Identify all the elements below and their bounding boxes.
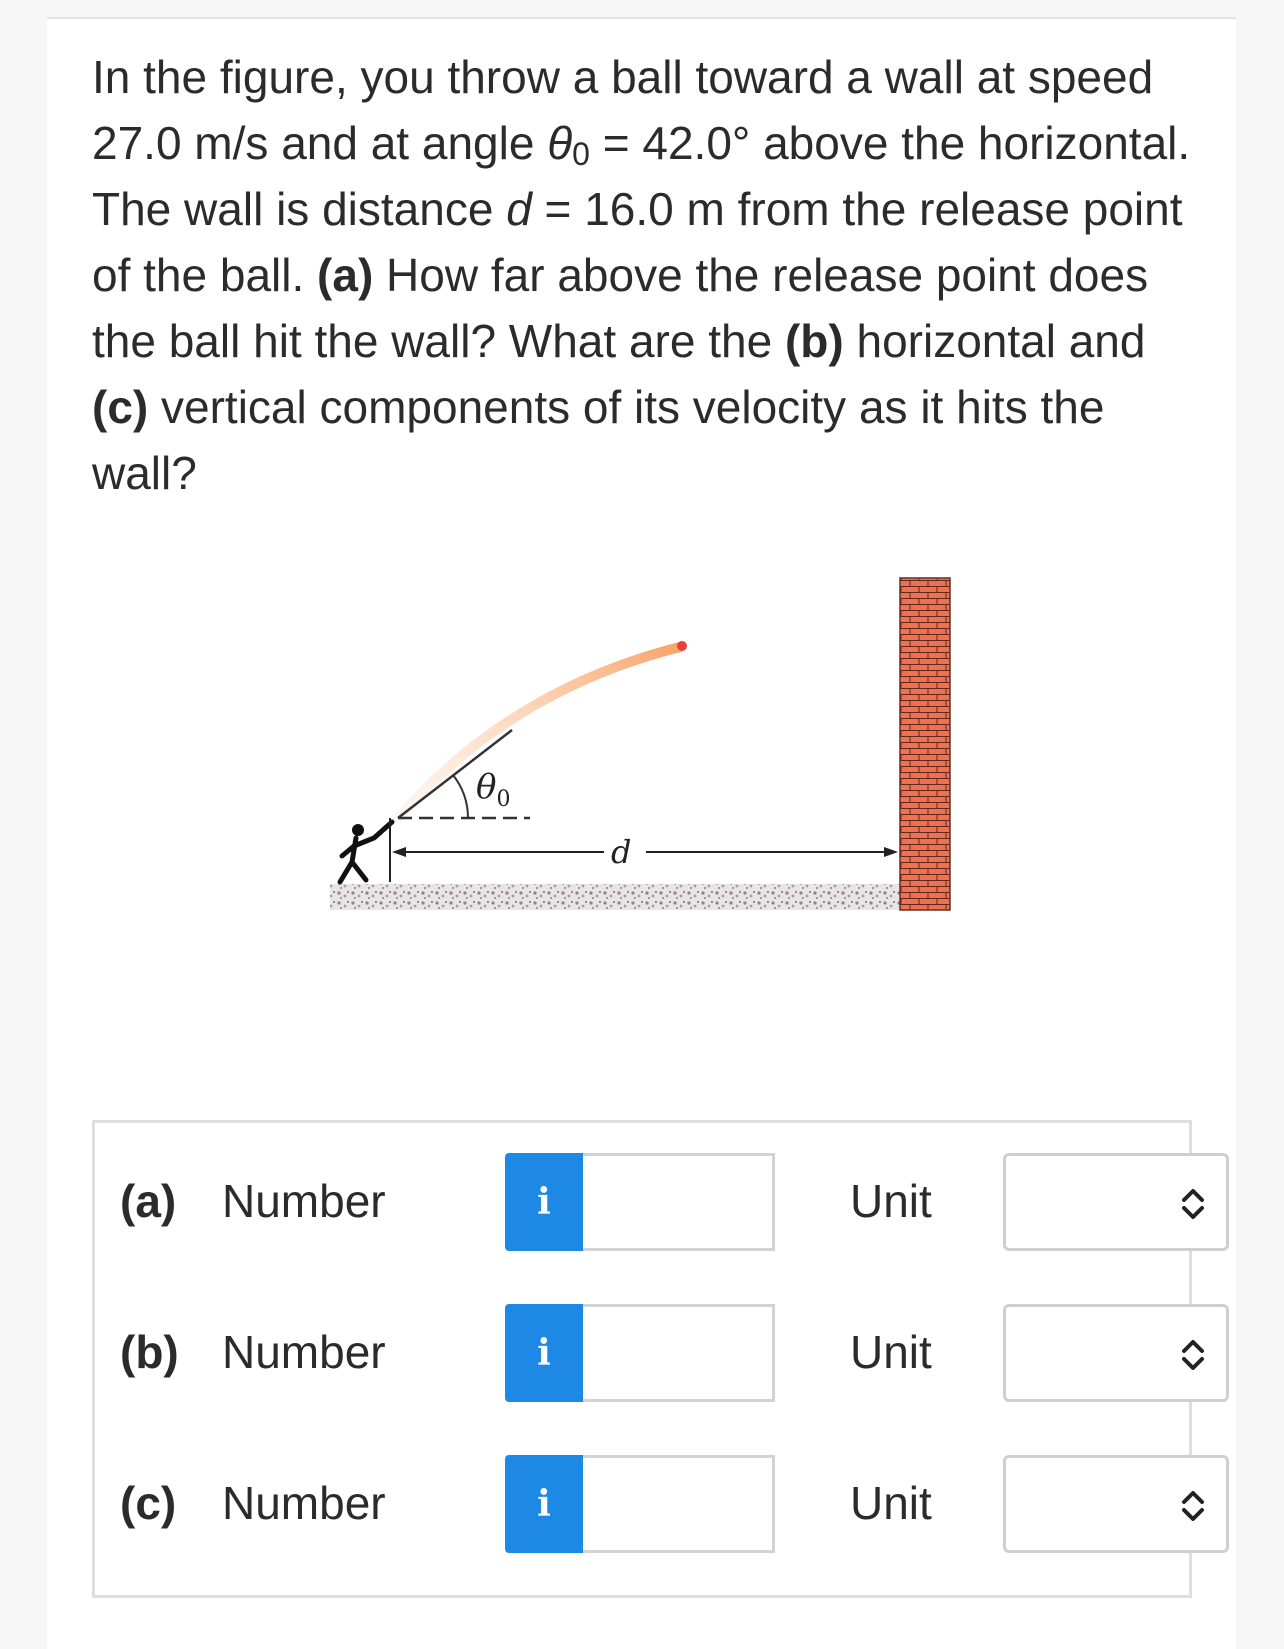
angle-arc [453, 775, 468, 818]
question-part: How far above the release point does the ball hit the wall? What are the [92, 249, 1149, 367]
theta-symbol: θ [547, 117, 573, 169]
unit-select-b[interactable] [1003, 1304, 1229, 1402]
d-symbol: d [506, 183, 532, 235]
theta-subscript: 0 [572, 136, 590, 172]
dimension-arrow-left [392, 847, 406, 857]
unit-label: Unit [850, 1477, 932, 1529]
part-b-tag: (b) [784, 315, 844, 367]
number-input-a[interactable] [583, 1153, 775, 1251]
number-input-c[interactable] [583, 1455, 775, 1553]
answer-label: (a) [120, 1175, 177, 1227]
chevron-up-down-icon [1180, 1184, 1206, 1224]
number-label: Number [222, 1477, 386, 1529]
answer-panel [92, 1120, 1192, 1598]
chevron-up-down-icon [1180, 1335, 1206, 1375]
question-part: = 42.0° above the horizontal. The wall is distance [92, 117, 1191, 235]
answer-label: (b) [120, 1326, 179, 1378]
answer-row-c [95, 1455, 1189, 1553]
info-button[interactable]: i [505, 1153, 583, 1251]
unit-label: Unit [850, 1326, 932, 1378]
number-input-b[interactable] [583, 1304, 775, 1402]
answer-label: (c) [120, 1477, 177, 1529]
unit-select-c[interactable] [1003, 1455, 1229, 1553]
number-label: Number [222, 1326, 386, 1378]
chevron-up-down-icon [1180, 1486, 1206, 1526]
unit-label: Unit [850, 1175, 932, 1227]
brick-wall [900, 578, 950, 910]
part-c-tag: (c) [92, 381, 149, 433]
ground [330, 884, 926, 910]
question-part: horizontal and [843, 315, 1146, 367]
info-button[interactable]: i [505, 1304, 583, 1402]
question-part: In the figure, you throw a ball toward a wall at speed 27.0 m/s and at angle [92, 51, 1154, 169]
question-part: = 16.0 m from the release point of the ball. [92, 183, 1183, 301]
ball [677, 641, 687, 651]
answer-row-b [95, 1304, 1189, 1402]
ball-trajectory [398, 647, 680, 818]
person-icon [340, 822, 392, 882]
theta-label: $\theta_0$ [476, 767, 511, 812]
unit-select-a[interactable] [1003, 1153, 1229, 1251]
projectile-figure [280, 550, 970, 1000]
info-button[interactable]: i [505, 1455, 583, 1553]
question-part: vertical components of its velocity as it hits the wall? [92, 381, 1105, 499]
number-label: Number [222, 1175, 386, 1227]
dimension-arrow-right [884, 847, 898, 857]
part-a-tag: (a) [317, 249, 374, 301]
question-text [92, 44, 1192, 506]
d-label: d [611, 833, 632, 871]
answer-row-a [95, 1153, 1189, 1251]
